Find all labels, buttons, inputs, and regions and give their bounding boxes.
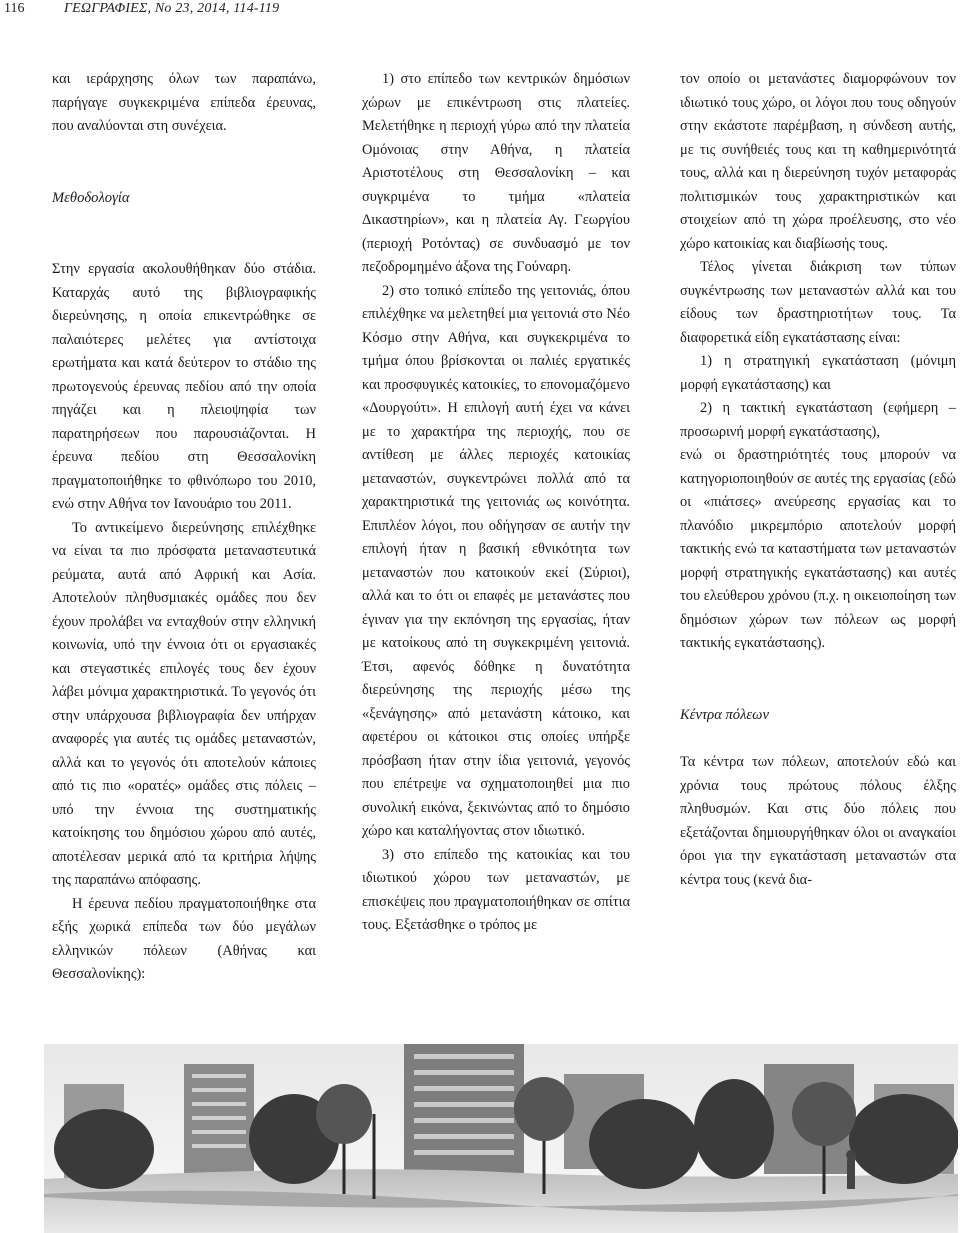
paragraph: 2) στο τοπικό επίπεδο της γειτονιάς, όπου επιλέχθηκε να μελετηθεί μια γειτονιά στο Νέο Κόσμο στην Αθήνα, και συγκεκριμένα το τμήμα όπου βρίσκονται οι παλιές εργατικές και προσφυγικές κατοικίες, το επονομαζόμενο «Δουργούτι». Η επιλογή αυτή έχει να κάνει με το χαρακτήρα της περιοχής, που σε αντίθεση με άλλες περιοχές κατοικίας μεταναστών, συγκεντρώνει πολλά από τα χαρακτηριστικά της γειτονιάς ως κοινότητα. Επιπλέον λόγοι, που οδήγησαν σε αυτήν την επιλογή ήταν η βασική εθνικότητα των μεταναστών που κατοικούν εκεί (Σύριοι), αλλά και το ότι οι επαφές με μετανάστες που έγιναν για την εκπόνηση της εργασίας, ήταν με κατοίκους από τη συγκεκριμένη γειτονιά. Έτσι, αφενός δόθηκε η δυνατότητα διερεύνησης της περιοχής μέσω της «ξενάγησης» από μετανάστη κάτοικο, και αφετέρου οι κάτοικοι στις οποίες υπήρξε πρόσβαση ήταν στην ίδια γειτονιά, γεγονός που επέτρεψε να σχηματοποιηθεί μια πιο συνολική εικόνα, ξεκινώντας από το δημόσιο χώρο και καταλήγοντας στον ιδιωτικό.: [362, 282, 630, 839]
paragraph: 1) η στρατηγική εγκατάσταση (μόνιμη μορφή εγκατάστασης) και: [680, 353, 956, 393]
page-number: 116: [4, 1, 25, 16]
paragraph: 3) στο επίπεδο της κατοικίας και του ιδιωτικού χώρου των μεταναστών, με επισκέψεις που πραγματοποιήθηκαν σε σπίτια τους. Εξετάσθηκε ο τρόπος με: [362, 846, 630, 933]
photo-panorama: [44, 1044, 958, 1233]
photo-panorama-image: [44, 1044, 958, 1233]
section-heading-city-centres: Κέντρα πόλεων: [680, 706, 769, 723]
paragraph: 1) στο επίπεδο των κεντρικών δημόσιων χώρων με επικέντρωση στις πλατείες. Μελετήθηκε η περιοχή γύρω από την πλατεία Ομόνοιας στην Αθήνα, η πλατεία Αριστοτέλους στη Θεσσαλονίκη – και συγκριμένα το τμήμα «πλατεία Δικαστηρίων», και η πλατεία Αγ. Γεωργίου (περιοχή Ροτόντας) σε συνδυασμό με τον πεζοδρομημένο άξονα της Γούναρη.: [362, 71, 630, 275]
paragraph: 2) η τακτική εγκατάσταση (εφήμερη – προσωρινή μορφή εγκατάστασης),: [680, 400, 956, 440]
paragraph: τον οποίο οι μετανάστες διαμορφώνουν τον ιδιωτικό τους χώρο, οι λόγοι που τους οδηγούν στην εκάστοτε παρέμβαση, η σύνδεση αυτής, με τις συνήθειές τους και τη καθημερινότητά τους, αλλά και η διερεύνηση τυχόν μεταφοράς πολιτισμικών τους χαρακτηριστικών και στοιχείων από τη χώρα προέλευσης, στο νέο χώρο κατοικίας και διαβίωσής τους.: [680, 71, 956, 252]
running-head: [0, 0, 960, 22]
paragraph: Τα κέντρα των πόλεων, αποτελούν εδώ και χρόνια τους πρώτους πόλους έλξης πληθυσμών. Και στις δύο πόλεις που εξετάζονται δημιουργήθηκαν όλοι οι αναγκαίοι όροι για την εγκατάσταση μεταναστών στα κέντρα τους (κενά δια-: [680, 754, 956, 888]
section-heading-methodology: Μεθοδολογία: [52, 189, 130, 206]
paragraph: και ιεράρχησης όλων των παραπάνω, παρήγαγε συγκεκριμένα επίπεδα έρευνας, που αναλύονται στη συνέχεια.: [52, 71, 316, 134]
paragraph: Το αντικείμενο διερεύνησης επιλέχθηκε να είναι τα πιο πρόσφατα μεταναστευτικά ρεύματα, αυτά από Αφρική και Ασία. Αποτελούν πληθυσμιακές ομάδες που δεν έχουν προλάβει να ενταχθούν στην ελληνική κοινωνία, υπό την έννοια ότι οι εργασιακές και στεγαστικές επιλογές τους δεν έχουν λάβει μόνιμα χαρακτηριστικά. Το γεγονός ότι στην υπάρχουσα βιβλιογραφία δεν υπήρχαν αναφορές για αυτές τις ομάδες μεταναστών, αλλά και το γεγονός ότι αποτελούν κάποιες από τις πιο «ορατές» ομάδες στις πόλεις – υπό την έννοια της συστηματικής κατοίκησης του δημόσιου χώρου από αυτές, αποτέλεσαν μερικά από τα κριτήρια λήψης της παραπάνω απόφασης.: [52, 519, 316, 888]
column-2: [362, 68, 630, 938]
journal-citation: ΓΕΩΓΡΑΦΙΕΣ, Νο 23, 2014, 114-119: [64, 1, 280, 16]
paragraph: Τέλος γίνεται διάκριση των τύπων συγκέντρωσης των μεταναστών αλλά και του είδους των δραστηριοτήτων τους. Τα διαφορετικά είδη εγκατάστασης είναι:: [680, 259, 956, 346]
paragraph: ενώ οι δραστηριότητές τους μπορούν να κατηγοριοποιηθούν σε αυτές της εργασίας (εδώ οι «πιάτσες» ανεύρεσης εργασίας και το πλανόδιο μικρεμπόριο αποτελούν μορφή τακτικής ενώ τα καταστήματα των μεταναστών μορφή στρατηγικής εγκατάστασης) και αυτές του ελεύθερου χρόνου (π.χ. η οικειοποίηση των δημόσιων χώρων των πόλεων ως μορφή τακτικής εγκατάστασης).: [680, 447, 956, 651]
paragraph: Η έρευνα πεδίου πραγματοποιήθηκε στα εξής χωρικά επίπεδα των δύο μεγάλων ελληνικών πόλεων (Αθήνας και Θεσσαλονίκης):: [52, 895, 316, 982]
column-3: [680, 68, 956, 892]
column-1: [52, 68, 316, 987]
paragraph: Στην εργασία ακολουθήθηκαν δύο στάδια. Καταρχάς αυτό της βιβλιογραφικής διερεύνησης, η οποία επικεντρώθηκε σε παλαιότερες μελέτες για αντίστοιχα ερωτήματα και κατά δεύτερον το στάδιο της πρωτογενούς έρευνας πεδίου από την οποία πηγάζει και η πλειοψηφία των παρατηρήσεων που παρουσιάζονται. Η έρευνα πεδίου στη Θεσσαλονίκη πραγματοποιήθηκε το φθινόπωρο του 2010, ενώ στην Αθήνα τον Ιανουάριο του 2011.: [52, 261, 316, 512]
